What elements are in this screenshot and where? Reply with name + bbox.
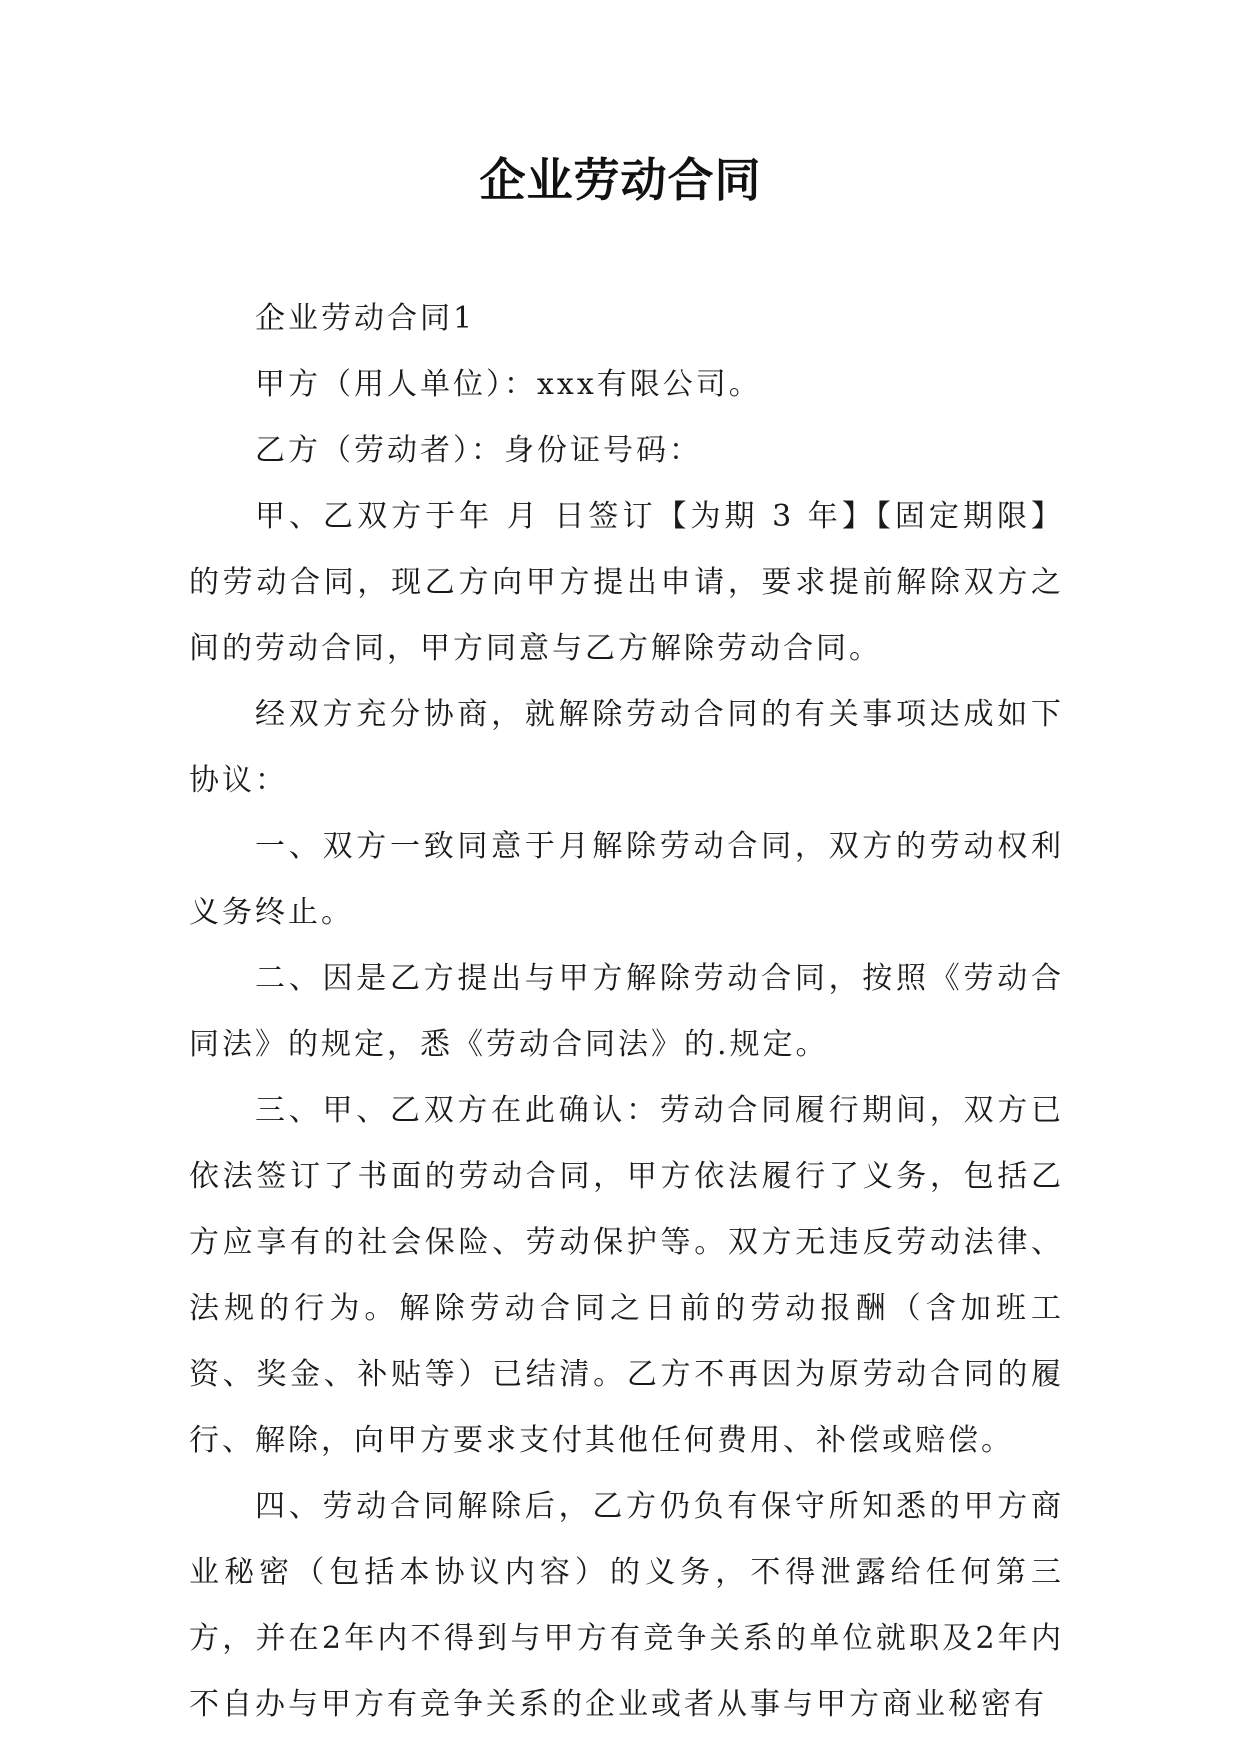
paragraph-section-heading: 企业劳动合同1 xyxy=(255,301,476,336)
paragraph-background: 甲、乙双方于年 月 日签订【为期 3 年】【固定期限】的劳动合同，现乙方向甲方提出申请，要求提前解除双方之间的劳动合同，甲方同意与乙方解除劳动合同。 xyxy=(189,499,1064,666)
document-title: 企业劳动合同 xyxy=(479,153,762,207)
paragraph-party-a: 甲方（用人单位）：xxx有限公司。 xyxy=(255,367,762,402)
paragraph-party-b: 乙方（劳动者）：身份证号码： xyxy=(255,433,702,468)
paragraph-clause-2: 二、因是乙方提出与甲方解除劳动合同，按照《劳动合同法》的规定，悉《劳动合同法》的.规定。 xyxy=(189,961,1064,1062)
paragraph-agreement-intro: 经双方充分协商，就解除劳动合同的有关事项达成如下协议： xyxy=(189,697,1064,798)
document-body xyxy=(189,286,1064,1738)
paragraph-clause-1: 一、双方一致同意于月解除劳动合同，双方的劳动权利义务终止。 xyxy=(189,829,1064,930)
paragraph-clause-3: 三、甲、乙双方在此确认：劳动合同履行期间，双方已依法签订了书面的劳动合同，甲方依法履行了义务，包括乙方应享有的社会保险、劳动保护等。双方无违反劳动法律、法规的行为。解除劳动合同之日前的劳动报酬（含加班工资、奖金、补贴等）已结清。乙方不再因为原劳动合同的履行、解除，向甲方要求支付其他任何费用、补偿或赔偿。 xyxy=(189,1093,1064,1458)
paragraph-clause-4: 四、劳动合同解除后，乙方仍负有保守所知悉的甲方商业秘密（包括本协议内容）的义务，不得泄露给任何第三方，并在2年内不得到与甲方有竞争关系的单位就职及2年内不自办与甲方有竞争关系的企业或者从事与甲方商业秘密有 xyxy=(189,1489,1064,1722)
